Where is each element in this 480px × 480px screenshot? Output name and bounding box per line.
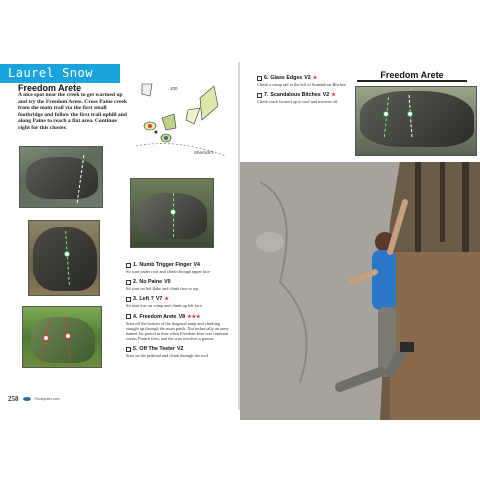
route-marker — [64, 251, 70, 257]
problem-title — [257, 75, 349, 81]
stars: ★★★ — [187, 313, 201, 320]
problems-list-left — [126, 262, 234, 364]
boulder-photo-5 — [355, 86, 477, 156]
problem-item — [257, 92, 349, 104]
problem-grade: V8 — [178, 313, 186, 320]
map-label-bottom: Sherrick's — [194, 150, 214, 155]
boulder-photo-2 — [28, 220, 100, 296]
problem-number: 7. — [264, 92, 269, 99]
problem-grade: V0 — [164, 279, 171, 286]
checkbox-icon — [126, 347, 131, 352]
problem-number: 2. — [133, 279, 138, 286]
boulder-shape — [137, 193, 207, 239]
problem-desc: Climb crack located up to roof and traverse off — [257, 99, 338, 105]
problem-name: Glass Edges — [270, 75, 303, 81]
route-marker — [407, 111, 413, 117]
problem-number: 3. — [133, 296, 138, 303]
problem-desc: Sit start under roof and climb through upper face — [126, 269, 211, 274]
problem-grade: V2 — [176, 346, 184, 353]
problem-desc: Start off the bottom of the diagonal ramp and climbing straight up through the moss patch. Not technically an arete, named for period in time when Freedom fries was common versus French fries, and the crux involves a gaston. — [126, 320, 230, 342]
intro-text: A nice spot near the creek to get warmed up and try the Freedom Arete. Cross Paine creek from the main trail via the first small footbridge and follow the first trail uphill and along Paine to reach a flat area. Continue right for this cluster. — [18, 92, 127, 131]
climber-photo — [240, 162, 480, 420]
problem-title — [126, 262, 234, 268]
problem-item — [257, 75, 349, 87]
stars: ★ — [331, 92, 336, 99]
boulder-photo-3 — [22, 306, 102, 368]
problem-name: Freedom Arete — [139, 313, 177, 320]
problem-name: Numb Trigger Finger — [139, 262, 192, 268]
checkbox-icon — [126, 297, 131, 302]
map-graphic — [136, 80, 226, 176]
route-marker — [383, 111, 389, 117]
problem-grade: V2 — [322, 92, 330, 99]
problem-grade: V2 — [304, 75, 311, 81]
boulder-shape — [26, 157, 98, 199]
publisher-site: Rockripster.com — [34, 397, 60, 401]
problem-desc: Sit start low on crimp and climb up left face. — [126, 303, 203, 309]
problem-item — [126, 296, 234, 308]
boulder-photo-1 — [19, 146, 103, 208]
problem-item — [126, 262, 234, 274]
problem-desc: Climb a crimp rail to the left of Scandalous Bitches. — [257, 82, 347, 87]
problem-title — [257, 92, 349, 98]
page-number: 258 — [8, 395, 19, 403]
boulder-shape — [360, 91, 474, 147]
stars: ★ — [164, 296, 169, 303]
publisher-logo-icon — [23, 397, 31, 401]
area-map — [136, 80, 226, 176]
problem-desc: Start on the pedestal and climb through the roof — [126, 353, 209, 359]
boulder-photo-4 — [130, 178, 214, 248]
page-footer — [8, 395, 60, 403]
route-marker — [43, 335, 49, 341]
route-marker — [65, 333, 71, 339]
problem-number: 5. — [133, 346, 138, 353]
checkbox-icon — [126, 263, 131, 268]
climber-scene — [240, 162, 480, 420]
problem-item — [126, 314, 234, 342]
problem-title — [126, 346, 234, 352]
problem-title — [126, 296, 234, 302]
checkbox-icon — [126, 314, 131, 319]
problem-grade: V7 — [155, 296, 163, 303]
intro-title: Freedom Arete — [18, 83, 82, 93]
problem-grade: V4 — [193, 262, 200, 268]
problem-title — [126, 279, 234, 285]
right-page-title: Freedom Arete — [357, 68, 467, 82]
checkbox-icon — [257, 76, 262, 81]
stars: ★ — [312, 75, 318, 81]
problem-item — [126, 279, 234, 291]
problem-number: 1. — [133, 262, 138, 268]
problems-list-right — [257, 75, 349, 109]
chapter-tab: Laurel Snow — [0, 64, 120, 83]
problem-title — [126, 314, 234, 320]
problem-desc: Sit start on left flake and climb face to top — [126, 286, 199, 292]
problem-item — [126, 346, 234, 358]
checkbox-icon — [126, 280, 131, 285]
problem-name: Scandalous Bitches — [270, 92, 321, 99]
problem-name: Left ? — [139, 296, 154, 303]
route-marker — [170, 209, 176, 215]
problem-name: Off The Teeter — [139, 346, 175, 353]
route-line — [173, 193, 174, 237]
problem-number: 4. — [133, 313, 138, 320]
checkbox-icon — [257, 93, 262, 98]
problem-number: 6. — [264, 75, 269, 81]
problem-name: No Paine — [139, 279, 163, 286]
map-label-top: 100 — [170, 86, 178, 91]
